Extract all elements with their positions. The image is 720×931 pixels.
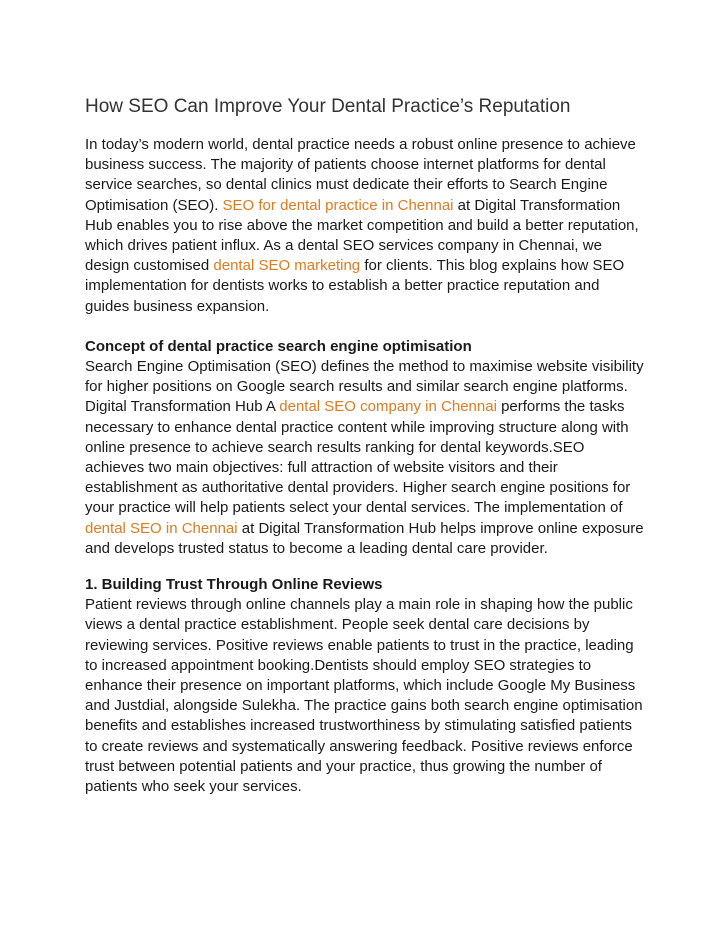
link-dental-seo-chennai[interactable]: dental SEO in Chennai <box>85 519 238 537</box>
section-concept <box>85 337 645 559</box>
intro-text-3: for clients. This blog explains how SEO implementation for dentists works to establish a better practice reputation and guides business expansion. <box>85 257 625 315</box>
section-paragraph-concept <box>85 357 645 559</box>
intro-text-1: In today’s modern world, dental practice needs a robust online presence to achieve business success. The majority of patients choose internet platforms for dental service searches, so dental clinics must dedicate their efforts to Search Engine Optimisation (SEO). <box>85 136 636 214</box>
section-heading-concept: Concept of dental practice search engine optimisation <box>85 337 472 355</box>
section-reviews <box>85 575 645 797</box>
link-seo-dental-practice-chennai[interactable]: SEO for dental practice in Chennai <box>222 196 454 214</box>
intro-text-2: at Digital Transformation Hub enables you to rise above the market competition and build a better reputation, which drives patient influx. As a dental SEO services company in Chennai, we design customised <box>85 196 639 275</box>
link-dental-seo-marketing[interactable]: dental SEO marketing <box>213 257 361 275</box>
section-paragraph-reviews: Patient reviews through online channels play a main role in shaping how the public views a dental practice establishment. People seek dental care decisions by reviewing services. Positive reviews enable patients to trust in the practice, leading to increased appointment booking.Dentists should employ SEO strategies to enhance their presence on important platforms, which include Google My Business and Justdial, alongside Sulekha. The practice gains both search engine optimisation benefits and establishes increased trustworthiness by stimulating satisfied patients to create reviews and systematically answering feedback. Positive reviews enforce trust between potential patients and your practice, thus growing the number of patients who seek your services. <box>85 596 643 796</box>
section-1-text-3: at Digital Transformation Hub helps improve online exposure and develops trusted status to become a leading dental care provider. <box>85 519 644 557</box>
page-title: How SEO Can Improve Your Dental Practice’s Reputation <box>85 96 571 117</box>
section-1-text-1: Search Engine Optimisation (SEO) defines the method to maximise website visibility for higher positions on Google search results and similar search engine platforms. Digital Transformation Hub A <box>85 358 644 416</box>
link-dental-seo-company-chennai[interactable]: dental SEO company in Chennai <box>279 398 497 416</box>
document-page <box>85 95 645 797</box>
intro-paragraph <box>85 135 645 317</box>
section-heading-reviews: 1. Building Trust Through Online Reviews <box>85 576 383 594</box>
section-1-text-2: performs the tasks necessary to enhance dental practice content while improving structure along with online presence to achieve search results ranking for dental keywords.SEO achieves two main objectives: full attraction of website visitors and their establishment as authoritative dental providers. Higher search engine positions for your practice will help patients select your dental services. The implementation of <box>85 398 631 517</box>
